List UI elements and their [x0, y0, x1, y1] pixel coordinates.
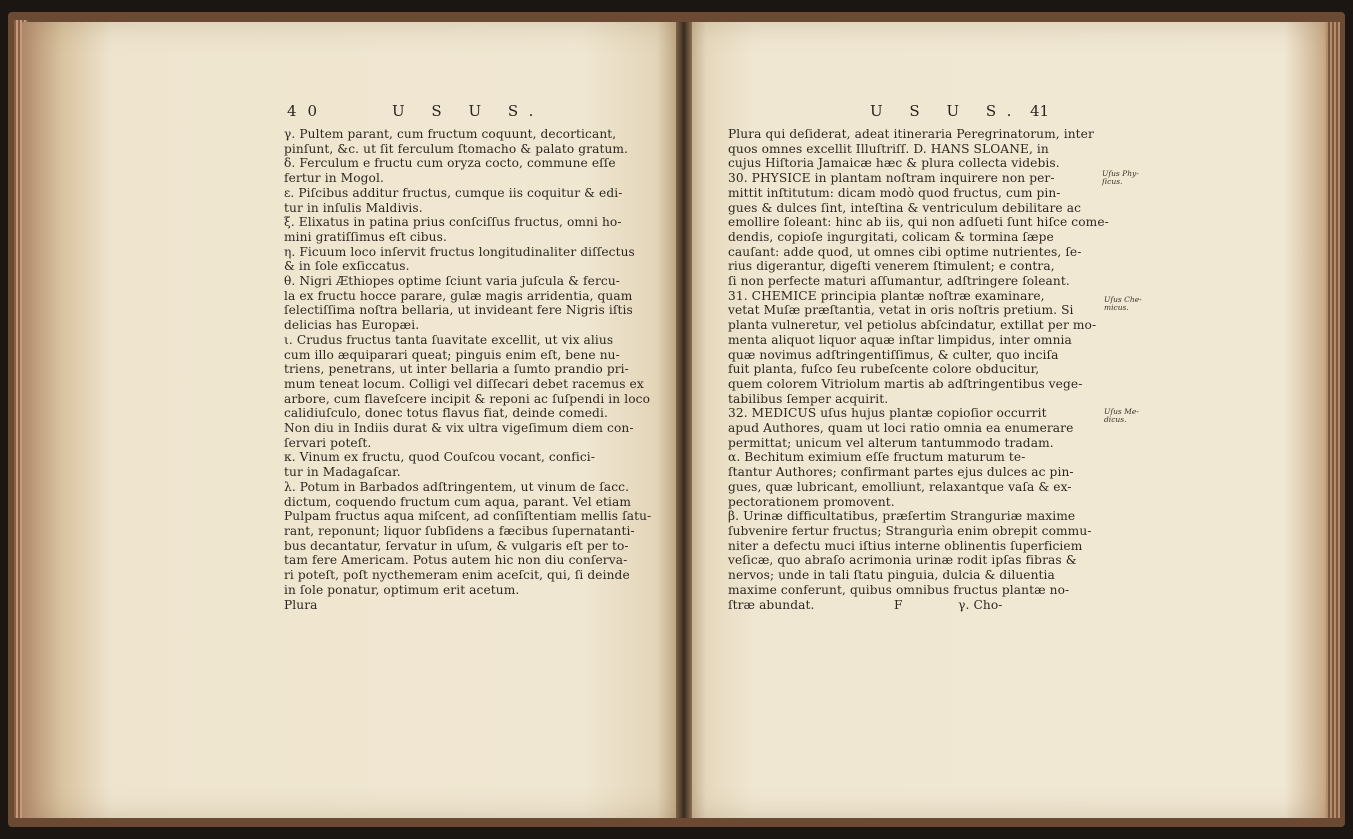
right_page-text-line: gues & dulces ſint, inteſtina & ventriculum debilitare ac [728, 200, 1082, 215]
right_page-text-line: mittit inſtitutum: dicam modò quod fructus, cum pin- [728, 185, 1061, 200]
left_page-text-line: rant, reponunt; liquor ſubſidens a fæcibus ſupernatanti- [284, 523, 635, 538]
right_page-text-line: apud Authores, quam ut loci ratio omnia ea enumerare [728, 421, 1074, 436]
left_page-text-line: η. Ficuum loco inſervit fructus longitudinaliter diſſectus [284, 244, 635, 259]
right_page-text-line: α. Bechitum eximium eſſe fructum maturum te- [728, 450, 1026, 465]
left_page-text-line: ι. Crudus fructus tanta ſuavitate excellit, ut vix alius [284, 332, 614, 347]
right-page-number: 41 [1030, 102, 1050, 120]
right_page-text-line: quæ novimus adſtringentiſſimus, & culter, quo inciſa [728, 347, 1059, 362]
left_page-text-line: bus decantatur, ſervatur in uſum, & vulgaris eſt per to- [284, 538, 629, 553]
left_page-text-line: Pulpam fructus aqua miſcent, ad conſiſtentiam mellis ſatu- [284, 509, 652, 524]
margin-note-medicus: Uſus Me-dicus. [1104, 407, 1139, 424]
right_page-text-line: vetat Muſæ præſtantia, vetat in oris noſtris pretium. Si [728, 303, 1074, 318]
left_page-text-line: delicias has Europæi. [284, 318, 420, 333]
right_page-text-line: nervos; unde in tali ſtatu pinguia, dulcia & diluentia [728, 568, 1055, 583]
right_page-text-line: permittat; unicum vel alterum tantummodo tradam. [728, 435, 1054, 450]
left_page-text-line: cum illo æquiparari queat; pinguis enim eſt, bene nu- [284, 347, 620, 362]
margin-note-physicus: Uſus Phy-ſicus. [1102, 169, 1139, 186]
left_page-text-line: κ. Vinum ex fructu, quod Couſcou vocant, confici- [284, 450, 595, 465]
left_page-text-line: tur in inſulis Maldivis. [284, 200, 423, 215]
left_page-text-line: la ex fructu hocce parare, gulæ magis arridentia, quam [284, 288, 633, 303]
book-gutter [676, 22, 692, 818]
left_page-text-line: pinſunt, &c. ut ſit ferculum ſtomacho & palato gratum. [284, 141, 629, 156]
left_page-text-line: tur in Madagaſcar. [284, 465, 401, 480]
right_page-text-line: quem colorem Vitriolum martis ab adſtringentibus vege- [728, 376, 1083, 391]
right_page-text-line: ſtræ abundat. F γ. Cho- [728, 597, 1003, 612]
left_page-text-line: Plura [284, 597, 318, 612]
right-running-head: U S U S. [870, 102, 1023, 120]
left_page-text-line: ξ. Elixatus in patina prius conſciſſus fructus, omni ho- [284, 215, 622, 230]
right_page-text-line: 32. MEDICUS uſus hujus plantæ copioſior occurrit [728, 406, 1047, 421]
right_page-text-line: Plura qui deſiderat, adeat itineraria Peregrinatorum, inter [728, 127, 1094, 141]
left_page-text-line: mum teneat locum. Colligi vel diſſecari debet racemus ex [284, 376, 644, 391]
left_page-text-line: mini gratiſſimus eſt cibus. [284, 229, 447, 244]
right_page-text-line: tabilibus ſemper acquirit. [728, 391, 889, 406]
right_page-text-line: dendis, copioſe ingurgitati, colicam & tormina ſæpe [728, 229, 1054, 244]
right_page-text-line: fuit planta, fuſco ſeu rubeſcente colore obducitur, [728, 362, 1040, 377]
left_page-text-line: ε. Piſcibus additur fructus, cumque iis coquitur & edi- [284, 185, 623, 200]
left_page-text-line: δ. Ferculum e fructu cum oryza cocto, commune eſſe [284, 156, 616, 171]
left_page-text-line: γ. Pultem parant, cum fructum coquunt, decorticant, [284, 127, 617, 141]
right_page-text-line: menta aliquot liquor aquæ inſtar limpidus, inter omnia [728, 332, 1072, 347]
left_page-text-line: Non diu in Indiis durat & vix ultra vigeſimum diem con- [284, 421, 634, 436]
left-page-text [284, 127, 664, 612]
left_page-text-line: dictum, coquendo fructum cum aqua, parant. Vel etiam [284, 494, 632, 509]
left_page-text-line: calidiuſculo, donec totus flavus fiat, deinde comedi. [284, 406, 608, 421]
left_page-text-line: & in ſole exſiccatus. [284, 259, 410, 274]
right-page-text [728, 127, 1109, 612]
left_page-text-line: arbore, cum flaveſcere incipit & reponi ac ſuſpendi in loco [284, 391, 651, 406]
left-page-number: 40 [287, 102, 329, 120]
right_page-text-line: veſicæ, quo abraſo acrimonia urinæ rodit ipſas fibras & [728, 553, 1077, 568]
right_page-text-line: gues, quæ lubricant, emolliunt, relaxantque vaſa & ex- [728, 479, 1072, 494]
left_page-text-line: ri poteſt, poſt nycthemeram enim aceſcit, qui, ſi deinde [284, 568, 630, 583]
right_page-text-line: rius digerantur, digeſti venerem ſtimulent; e contra, [728, 259, 1055, 274]
right_page-text-line: ſtantur Authores; confirmant partes ejus dulces ac pin- [728, 465, 1074, 480]
left_page-text-line: ſelectiſſima noſtra bellaria, ut invideant fere Nigris iſtis [284, 303, 633, 318]
right_page-text-line: ſubvenire fertur fructus; Strangurìa enim obrepit commu- [728, 523, 1092, 538]
right_page-text-line: cujus Hiſtoria Jamaicæ hæc & plura collecta videbis. [728, 156, 1060, 171]
left_page-text-line: tam fere Americam. Potus autem hic non diu conſerva- [284, 553, 628, 568]
left_page-text-line: θ. Nigri Æthiopes optime ſciunt varia juſcula & fercu- [284, 274, 620, 289]
right_page-text-line: cauſant: adde quod, ut omnes cibi optime nutrientes, ſe- [728, 244, 1082, 259]
right_page-text-line: β. Urinæ difficultatibus, præſertim Stranguriæ maxime [728, 509, 1076, 524]
right_page-text-line: 31. CHEMICE principia plantæ noſtræ examinare, [728, 288, 1045, 303]
right_page-text-line: quos omnes excellit Illuſtriſſ. D. HANS SLOANE, in [728, 141, 1049, 156]
right_page-text-line: ſi non perfecte maturi aſſumantur, adſtringere ſoleant. [728, 274, 1070, 289]
right-page-edges [1326, 22, 1340, 818]
left_page-text-line: triens, penetrans, ut inter bellaria a ſumto prandio pri- [284, 362, 629, 377]
left-running-head: U S U S. [392, 102, 545, 120]
left_page-text-line: ſervari poteſt. [284, 435, 372, 450]
right_page-text-line: niter a defectu muci iſtius interne oblinentis ſuperficiem [728, 538, 1083, 553]
left_page-text-line: in ſole ponatur, optimum erit acetum. [284, 582, 520, 597]
right_page-text-line: 30. PHYSICE in plantam noſtram inquirere non per- [728, 171, 1055, 186]
margin-note-chemicus: Uſus Che-micus. [1104, 295, 1142, 312]
left_page-text-line: fertur in Mogol. [284, 171, 384, 186]
right_page-text-line: maxime conferunt, quibus omnibus fructus plantæ no- [728, 582, 1070, 597]
right_page-text-line: planta vulneretur, vel petiolus abſcindatur, extillat per mo- [728, 318, 1097, 333]
right_page-text-line: emollire ſoleant: hinc ab iis, qui non adſueti ſunt hiſce come- [728, 215, 1109, 230]
right_page-text-line: pectorationem promovent. [728, 494, 895, 509]
left_page-text-line: λ. Potum in Barbados adſtringentem, ut vinum de ſacc. [284, 479, 630, 494]
